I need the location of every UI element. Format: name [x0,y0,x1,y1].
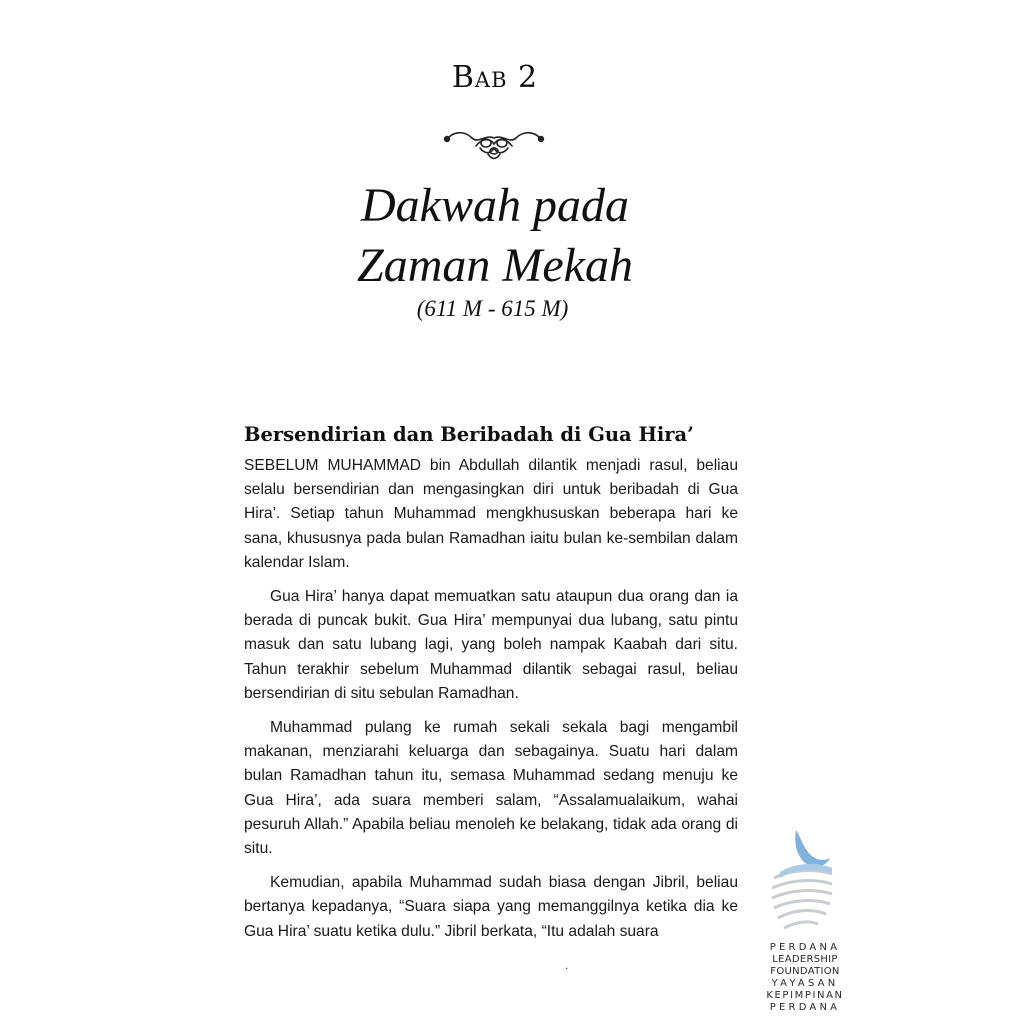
paragraph: SEBELUM MUHAMMAD bin Abdullah dilantik menjadi rasul, beliau selalu bersendirian dan mengasingkan diri untuk beribadah di Gua Hira’. Setiap tahun Muhammad mengkhususkan beberapa hari ke sana, khususnya pada bulan Ramadhan iaitu bulan ke-sembilan dalam kalendar Islam. [244,457,738,571]
logo-line: LEADERSHIP [772,954,838,965]
paragraph: Kemudian, apabila Muhammad sudah biasa dengan Jibril, beliau bertanya kepadanya, “Suara siapa yang memanggilnya ketika dia ke Gua Hira’ suatu ketika dulu.” Jibril berkata, “Itu adalah suara [244,874,738,940]
foundation-logo-text [760,942,850,1014]
section-body [244,420,738,954]
chapter-label: Bab 2 [451,60,539,95]
chapter-title-line1: Dakwah pada [361,179,629,232]
logo-line: KEPIMPINAN [766,990,844,1001]
page-marker: . [565,958,569,972]
logo-line: PERDANA [769,942,841,953]
chapter-title-line2: Zaman Mekah [357,239,633,292]
section-heading: Bersendirian dan Beribadah di Gua Hira’ [244,423,694,446]
paragraph: Gua Hira’ hanya dapat memuatkan satu ataupun dua orang dan ia berada di puncak bukit. Gua Hira’ mempunyai dua lubang, satu pintu masuk dan satu lubang lagi, yang boleh nampak Kaabah dari situ. Tahun terakhir sebelum Muhammad dilantik sebagai rasul, beliau bersendirian di situ sebulan Ramadhan. [244,588,738,702]
logo-line: FOUNDATION [770,966,840,977]
ornament-flourish-icon [442,124,546,164]
logo-line: PERDANA [769,1002,841,1013]
chapter-title [0,176,990,296]
paragraph: Muhammad pulang ke rumah sekali sekala bagi mengambil makanan, menziarahi keluarga dan sebagainya. Suatu hari dalam bulan Ramadhan tahun itu, semasa Muhammad sedang menuju ke Gua Hira’, ada suara memberi salam, “Assalamualaikum, wahai pesuruh Allah.” Apabila beliau menoleh ke belakang, tidak ada orang di situ. [244,719,738,858]
foundation-logo-icon [766,828,838,938]
chapter-dates: (611 M - 615 M) [416,296,569,321]
logo-line: YAYASAN [771,978,839,989]
foundation-logo [760,828,850,1019]
